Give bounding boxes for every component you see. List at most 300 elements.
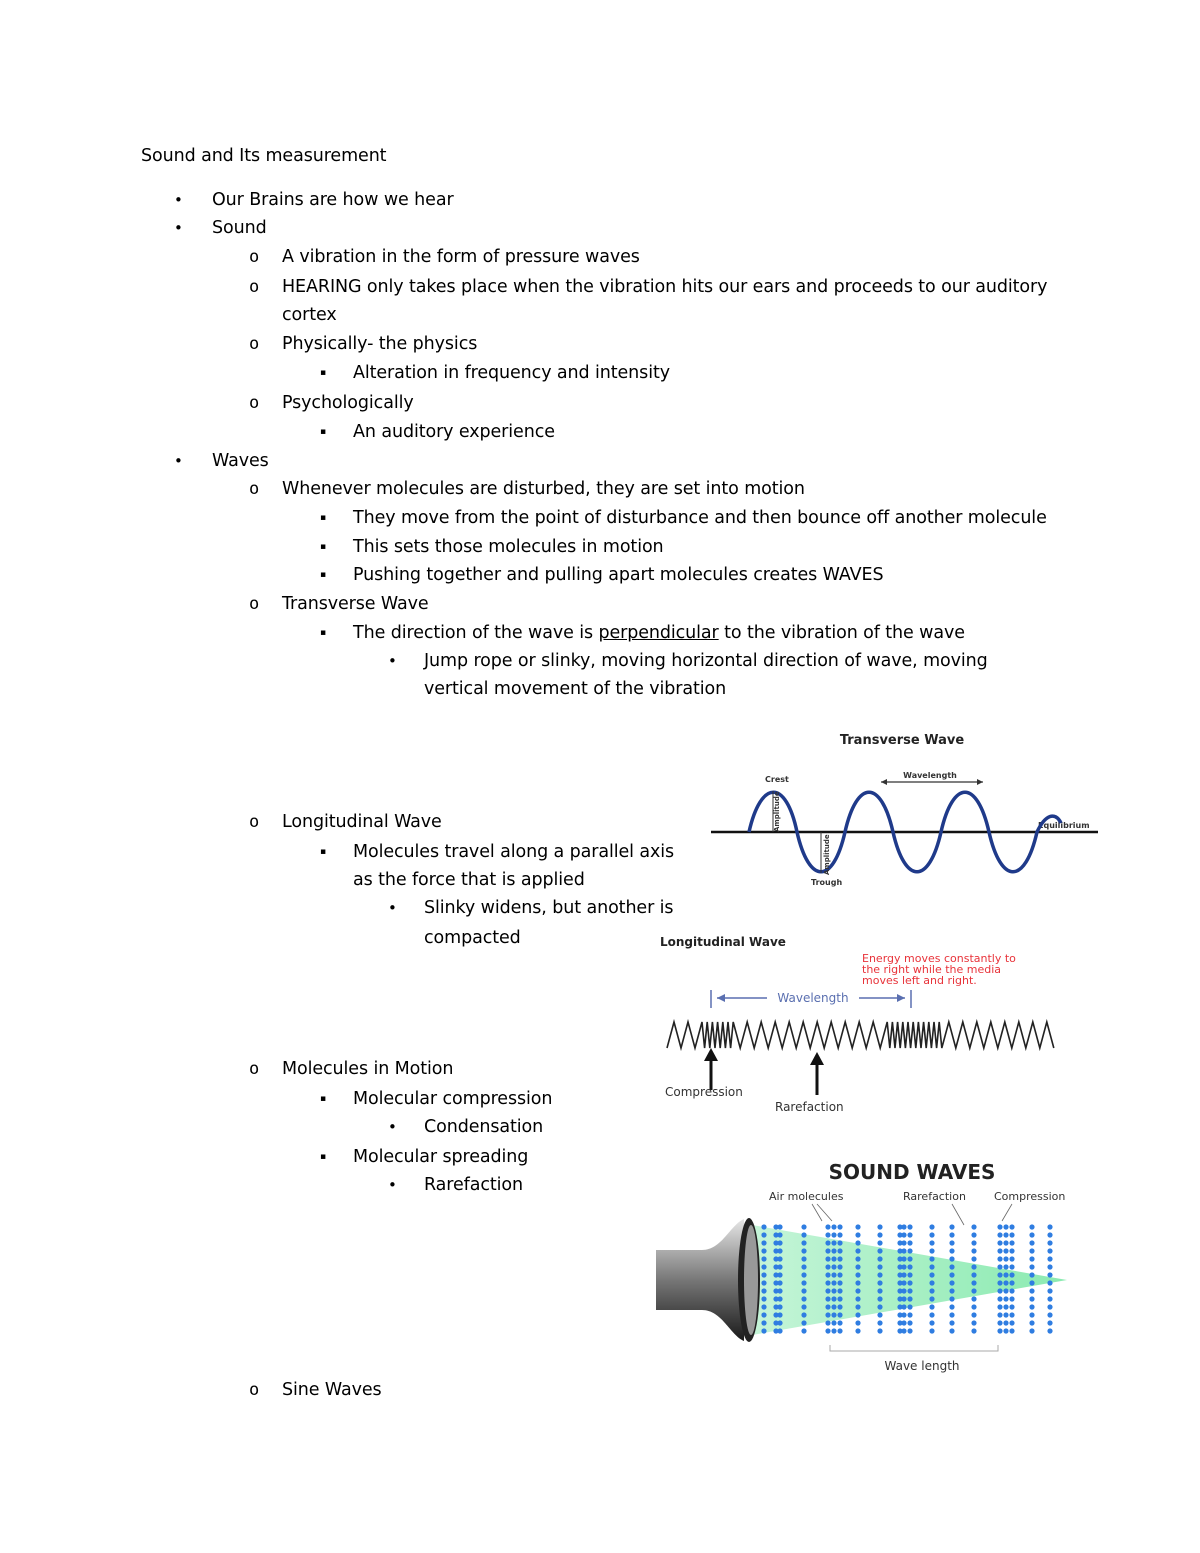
air-molecule-dot bbox=[1009, 1224, 1014, 1229]
air-molecule-dot bbox=[777, 1256, 782, 1261]
air-molecule-dot bbox=[801, 1264, 806, 1269]
list-item: Alteration in frequency and intensity bbox=[353, 363, 670, 383]
compression-label: Compression bbox=[665, 1085, 743, 1099]
air-molecule-dot bbox=[777, 1232, 782, 1237]
air-molecule-dot bbox=[855, 1224, 860, 1229]
leader-line bbox=[952, 1204, 964, 1225]
crest-label: Crest bbox=[765, 775, 789, 784]
text-segment: The direction of the wave is bbox=[353, 623, 599, 643]
air-molecule-dot bbox=[761, 1320, 766, 1325]
air-molecule-dot bbox=[777, 1296, 782, 1301]
air-molecule-dot bbox=[837, 1320, 842, 1325]
air-molecule-dot bbox=[877, 1248, 882, 1253]
bullet: o bbox=[249, 277, 260, 297]
air-molecule-dot bbox=[949, 1224, 954, 1229]
air-molecule-dot bbox=[837, 1328, 842, 1333]
air-molecule-dot bbox=[1047, 1272, 1052, 1277]
air-molecule-dot bbox=[877, 1264, 882, 1269]
figure-title: Transverse Wave bbox=[839, 733, 965, 748]
bullet: • bbox=[388, 652, 397, 670]
bullet: o bbox=[249, 479, 260, 499]
air-molecule-dot bbox=[1047, 1312, 1052, 1317]
air-molecule-dot bbox=[801, 1240, 806, 1245]
air-molecule-dot bbox=[831, 1320, 836, 1325]
air-molecule-dot bbox=[997, 1248, 1002, 1253]
air-molecule-dot bbox=[777, 1304, 782, 1309]
air-molecule-dot bbox=[1003, 1224, 1008, 1229]
underlined-term: perpendicular bbox=[598, 623, 719, 643]
air-molecule-dot bbox=[901, 1296, 906, 1301]
air-molecule-dot bbox=[901, 1264, 906, 1269]
air-molecule-dot bbox=[825, 1296, 830, 1301]
list-item: Slinky widens, but another is bbox=[424, 898, 674, 918]
air-molecule-dot bbox=[929, 1240, 934, 1245]
air-molecule-dot bbox=[761, 1312, 766, 1317]
air-molecule-dot bbox=[877, 1272, 882, 1277]
arrow-head-left bbox=[717, 994, 725, 1002]
air-molecule-dot bbox=[971, 1232, 976, 1237]
air-molecule-dot bbox=[901, 1288, 906, 1293]
air-molecule-dot bbox=[1029, 1272, 1034, 1277]
air-molecule-dot bbox=[997, 1296, 1002, 1301]
air-molecule-dot bbox=[1009, 1320, 1014, 1325]
arrow-head-right bbox=[897, 994, 905, 1002]
air-molecule-dot bbox=[1009, 1312, 1014, 1317]
air-molecule-dot bbox=[949, 1272, 954, 1277]
air-molecule-dot bbox=[907, 1320, 912, 1325]
air-molecule-dot bbox=[1003, 1248, 1008, 1253]
bullet: ▪ bbox=[320, 1152, 327, 1162]
air-molecule-dot bbox=[1003, 1232, 1008, 1237]
air-molecule-dot bbox=[801, 1304, 806, 1309]
air-molecule-dot bbox=[825, 1288, 830, 1293]
air-molecule-dot bbox=[1009, 1240, 1014, 1245]
air-molecule-dot bbox=[877, 1304, 882, 1309]
bullet: • bbox=[174, 452, 183, 470]
air-molecule-dot bbox=[837, 1280, 842, 1285]
air-molecule-dot bbox=[971, 1240, 976, 1245]
air-molecule-dot bbox=[1003, 1272, 1008, 1277]
air-molecule-dot bbox=[825, 1320, 830, 1325]
air-molecule-dot bbox=[1003, 1264, 1008, 1269]
air-molecule-dot bbox=[825, 1248, 830, 1253]
air-molecule-dot bbox=[1003, 1328, 1008, 1333]
air-molecule-dot bbox=[837, 1296, 842, 1301]
air-molecule-dot bbox=[929, 1280, 934, 1285]
air-molecule-dot bbox=[761, 1272, 766, 1277]
air-molecule-dot bbox=[949, 1312, 954, 1317]
air-molecule-dot bbox=[837, 1312, 842, 1317]
air-molecule-dot bbox=[1029, 1312, 1034, 1317]
list-item: Molecular compression bbox=[353, 1089, 553, 1109]
air-molecule-dot bbox=[907, 1224, 912, 1229]
air-molecule-dot bbox=[777, 1288, 782, 1293]
list-item: Our Brains are how we hear bbox=[212, 190, 454, 210]
air-molecule-dot bbox=[949, 1256, 954, 1261]
bullet: o bbox=[249, 247, 260, 267]
air-molecule-dot bbox=[837, 1224, 842, 1229]
list-item: Longitudinal Wave bbox=[282, 812, 442, 832]
air-molecule-dot bbox=[855, 1312, 860, 1317]
air-molecule-dot bbox=[1047, 1248, 1052, 1253]
air-molecule-dot bbox=[1029, 1224, 1034, 1229]
air-molecule-dot bbox=[901, 1272, 906, 1277]
air-molecule-dot bbox=[825, 1280, 830, 1285]
air-molecule-dot bbox=[907, 1232, 912, 1237]
air-molecule-dot bbox=[1047, 1256, 1052, 1261]
air-molecule-dot bbox=[777, 1312, 782, 1317]
bullet: o bbox=[249, 393, 260, 413]
bullet: o bbox=[249, 812, 260, 832]
air-molecule-dot bbox=[901, 1280, 906, 1285]
air-molecule-dot bbox=[877, 1224, 882, 1229]
air-molecule-dot bbox=[825, 1256, 830, 1261]
list-item: Whenever molecules are disturbed, they are set into motion bbox=[282, 479, 805, 499]
longitudinal-wave-figure bbox=[655, 930, 1065, 1120]
air-molecule-dot bbox=[801, 1296, 806, 1301]
leader-line bbox=[817, 1204, 832, 1221]
air-molecule-dot bbox=[825, 1264, 830, 1269]
air-molecule-dot bbox=[1047, 1328, 1052, 1333]
air-molecule-dot bbox=[971, 1320, 976, 1325]
air-molecule-dot bbox=[929, 1264, 934, 1269]
air-molecule-dot bbox=[831, 1248, 836, 1253]
list-item: Rarefaction bbox=[424, 1175, 524, 1195]
list-item: Sine Waves bbox=[282, 1380, 382, 1400]
arrow-head bbox=[810, 1052, 824, 1065]
air-molecule-dot bbox=[1009, 1272, 1014, 1277]
bullet: o bbox=[249, 1380, 260, 1400]
air-molecule-dot bbox=[1047, 1224, 1052, 1229]
energy-note-line: moves left and right. bbox=[862, 974, 977, 987]
air-molecule-dot bbox=[1009, 1256, 1014, 1261]
air-molecule-dot bbox=[855, 1328, 860, 1333]
list-item-continuation: vertical movement of the vibration bbox=[424, 679, 727, 699]
air-molecule-dot bbox=[1003, 1280, 1008, 1285]
air-molecule-dot bbox=[901, 1240, 906, 1245]
wavelength-label: Wavelength bbox=[777, 991, 849, 1005]
air-molecule-dot bbox=[801, 1328, 806, 1333]
air-molecule-dot bbox=[877, 1280, 882, 1285]
air-molecule-dot bbox=[997, 1272, 1002, 1277]
list-item-continuation: compacted bbox=[424, 928, 521, 948]
arrow-head-left bbox=[881, 779, 887, 785]
air-molecule-dot bbox=[1009, 1288, 1014, 1293]
air-molecule-dot bbox=[997, 1312, 1002, 1317]
speaker-diaphragm bbox=[744, 1225, 758, 1335]
air-molecule-dot bbox=[761, 1248, 766, 1253]
amplitude-label: Amplitude bbox=[773, 791, 781, 832]
air-molecule-dot bbox=[971, 1312, 976, 1317]
air-molecule-dot bbox=[997, 1280, 1002, 1285]
air-molecule-dot bbox=[997, 1328, 1002, 1333]
air-molecule-dot bbox=[1029, 1256, 1034, 1261]
air-molecule-dot bbox=[831, 1224, 836, 1229]
air-molecule-dot bbox=[907, 1264, 912, 1269]
air-molecule-dot bbox=[1003, 1240, 1008, 1245]
bullet: • bbox=[174, 191, 183, 209]
air-molecule-dot bbox=[901, 1328, 906, 1333]
list-item: Condensation bbox=[424, 1117, 544, 1137]
air-molecule-dot bbox=[831, 1240, 836, 1245]
list-item: Jump rope or slinky, moving horizontal direction of wave, moving bbox=[424, 651, 988, 671]
air-molecule-dot bbox=[801, 1232, 806, 1237]
air-molecule-dot bbox=[997, 1264, 1002, 1269]
air-molecule-dot bbox=[855, 1288, 860, 1293]
air-molecule-dot bbox=[877, 1328, 882, 1333]
air-molecule-dot bbox=[907, 1312, 912, 1317]
energy-note-line: the right while the media bbox=[862, 963, 1002, 976]
air-molecule-dot bbox=[877, 1288, 882, 1293]
air-molecule-dot bbox=[761, 1296, 766, 1301]
air-molecule-dot bbox=[831, 1272, 836, 1277]
air-molecule-dot bbox=[1047, 1240, 1052, 1245]
air-molecule-dot bbox=[877, 1320, 882, 1325]
air-molecule-dot bbox=[1003, 1312, 1008, 1317]
air-molecule-dot bbox=[877, 1232, 882, 1237]
air-molecule-dot bbox=[825, 1240, 830, 1245]
bullet: ▪ bbox=[320, 513, 327, 523]
list-item: This sets those molecules in motion bbox=[353, 537, 664, 557]
air-molecule-dot bbox=[855, 1232, 860, 1237]
air-molecule-dot bbox=[997, 1256, 1002, 1261]
air-molecule-dot bbox=[761, 1240, 766, 1245]
air-molecule-dot bbox=[901, 1320, 906, 1325]
air-molecule-dot bbox=[949, 1248, 954, 1253]
air-molecule-dot bbox=[929, 1328, 934, 1333]
air-molecule-dot bbox=[971, 1304, 976, 1309]
air-molecule-dot bbox=[831, 1312, 836, 1317]
air-molecule-dot bbox=[929, 1272, 934, 1277]
air-molecule-dot bbox=[855, 1264, 860, 1269]
bullet: o bbox=[249, 334, 260, 354]
air-molecule-dot bbox=[1009, 1280, 1014, 1285]
air-molecule-dot bbox=[761, 1232, 766, 1237]
air-molecule-dot bbox=[997, 1240, 1002, 1245]
wavelength-label: Wavelength bbox=[903, 771, 957, 780]
air-molecule-dot bbox=[1003, 1288, 1008, 1293]
air-molecule-dot bbox=[777, 1272, 782, 1277]
bullet: ▪ bbox=[320, 847, 327, 857]
air-molecule-dot bbox=[777, 1224, 782, 1229]
air-molecule-dot bbox=[971, 1272, 976, 1277]
air-molecule-dot bbox=[801, 1224, 806, 1229]
air-molecule-dot bbox=[837, 1240, 842, 1245]
air-molecule-dot bbox=[1029, 1328, 1034, 1333]
air-molecule-dot bbox=[929, 1304, 934, 1309]
air-molecule-dot bbox=[971, 1280, 976, 1285]
air-molecule-dot bbox=[929, 1296, 934, 1301]
air-molecule-dot bbox=[761, 1328, 766, 1333]
air-molecule-dot bbox=[777, 1320, 782, 1325]
air-molecule-dot bbox=[1003, 1320, 1008, 1325]
figure-title: Longitudinal Wave bbox=[660, 935, 786, 949]
air-molecule-dot bbox=[1003, 1256, 1008, 1261]
amplitude-label: Amplitude bbox=[823, 834, 831, 875]
air-molecule-dot bbox=[1047, 1296, 1052, 1301]
air-molecule-dot bbox=[1009, 1232, 1014, 1237]
air-molecule-dot bbox=[831, 1328, 836, 1333]
air-molecule-dot bbox=[877, 1296, 882, 1301]
air-molecule-dot bbox=[825, 1224, 830, 1229]
list-item: Physically- the physics bbox=[282, 334, 478, 354]
air-molecule-dot bbox=[949, 1240, 954, 1245]
air-molecule-dot bbox=[929, 1248, 934, 1253]
list-item: Molecules travel along a parallel axis bbox=[353, 842, 675, 862]
air-molecule-dot bbox=[825, 1312, 830, 1317]
speaker-horn bbox=[656, 1219, 744, 1341]
air-molecule-dot bbox=[929, 1320, 934, 1325]
air-molecule-dot bbox=[949, 1232, 954, 1237]
bullet: ▪ bbox=[320, 542, 327, 552]
air-molecule-dot bbox=[1029, 1232, 1034, 1237]
air-molecule-dot bbox=[907, 1296, 912, 1301]
air-molecule-dot bbox=[971, 1288, 976, 1293]
air-molecule-dot bbox=[877, 1240, 882, 1245]
air-molecule-dot bbox=[901, 1248, 906, 1253]
air-molecule-dot bbox=[761, 1304, 766, 1309]
bullet: • bbox=[174, 219, 183, 237]
air-molecule-dot bbox=[901, 1312, 906, 1317]
bullet: ▪ bbox=[320, 427, 327, 437]
air-molecule-dot bbox=[907, 1280, 912, 1285]
air-molecule-dot bbox=[1009, 1296, 1014, 1301]
air-molecule-dot bbox=[837, 1288, 842, 1293]
air-molecule-dot bbox=[1009, 1328, 1014, 1333]
list-item: They move from the point of disturbance and then bounce off another molecule bbox=[353, 508, 1047, 528]
list-item: Pushing together and pulling apart molecules creates WAVES bbox=[353, 565, 884, 585]
air-molecule-dot bbox=[801, 1272, 806, 1277]
air-molecule-dot bbox=[825, 1304, 830, 1309]
sound-waves-figure bbox=[652, 1155, 1082, 1375]
air-molecule-dot bbox=[971, 1256, 976, 1261]
air-molecule-dot bbox=[907, 1288, 912, 1293]
air-molecule-dot bbox=[855, 1320, 860, 1325]
air-molecule-dot bbox=[777, 1240, 782, 1245]
air-molecule-dot bbox=[1047, 1320, 1052, 1325]
air-molecule-dot bbox=[761, 1288, 766, 1293]
air-molecule-dot bbox=[855, 1248, 860, 1253]
air-molecule-dot bbox=[1029, 1248, 1034, 1253]
air-molecule-dot bbox=[1029, 1240, 1034, 1245]
air-molecule-dot bbox=[761, 1264, 766, 1269]
air-molecule-dot bbox=[949, 1296, 954, 1301]
air-molecule-dot bbox=[831, 1304, 836, 1309]
air-molecule-dot bbox=[1047, 1232, 1052, 1237]
air-molecule-dot bbox=[1029, 1304, 1034, 1309]
air-molecule-dot bbox=[801, 1256, 806, 1261]
air-molecule-dot bbox=[831, 1256, 836, 1261]
air-molecule-dot bbox=[907, 1240, 912, 1245]
air-molecule-dot bbox=[907, 1256, 912, 1261]
rarefaction-label: Rarefaction bbox=[903, 1190, 966, 1203]
air-molecule-dot bbox=[801, 1312, 806, 1317]
air-molecule-dot bbox=[997, 1232, 1002, 1237]
wave-length-label: Wave length bbox=[884, 1359, 960, 1373]
air-molecule-dot bbox=[949, 1328, 954, 1333]
air-molecule-dot bbox=[929, 1288, 934, 1293]
list-item: Sound bbox=[212, 218, 267, 238]
air-molecule-dot bbox=[1047, 1264, 1052, 1269]
list-item: An auditory experience bbox=[353, 422, 555, 442]
air-molecule-dot bbox=[1009, 1264, 1014, 1269]
air-molecule-dot bbox=[997, 1224, 1002, 1229]
air-molecule-dot bbox=[971, 1328, 976, 1333]
air-molecule-dot bbox=[907, 1248, 912, 1253]
air-molecule-dot bbox=[1047, 1304, 1052, 1309]
air-molecule-dot bbox=[929, 1256, 934, 1261]
air-molecule-dot bbox=[1029, 1320, 1034, 1325]
air-molecule-dot bbox=[929, 1224, 934, 1229]
air-molecule-dot bbox=[825, 1272, 830, 1277]
air-molecule-dot bbox=[761, 1224, 766, 1229]
air-molecule-dot bbox=[1003, 1304, 1008, 1309]
air-molecule-dot bbox=[777, 1248, 782, 1253]
bullet: ▪ bbox=[320, 1094, 327, 1104]
bullet: • bbox=[388, 1118, 397, 1136]
air-molecule-dot bbox=[855, 1280, 860, 1285]
air-molecule-dot bbox=[1047, 1280, 1052, 1285]
trough-label: Trough bbox=[811, 878, 843, 887]
air-molecule-dot bbox=[801, 1280, 806, 1285]
air-molecule-dot bbox=[831, 1264, 836, 1269]
leader-line bbox=[1002, 1204, 1012, 1221]
air-molecule-dot bbox=[971, 1264, 976, 1269]
air-molecule-dot bbox=[949, 1288, 954, 1293]
bullet: ▪ bbox=[320, 368, 327, 378]
air-molecule-dot bbox=[761, 1256, 766, 1261]
air-molecule-dot bbox=[1029, 1264, 1034, 1269]
bullet: ▪ bbox=[320, 570, 327, 580]
list-item: Psychologically bbox=[282, 393, 414, 413]
slinky-coil bbox=[667, 1022, 1054, 1048]
bullet: ▪ bbox=[320, 628, 327, 638]
page-title: Sound and Its measurement bbox=[141, 146, 387, 166]
energy-note-line: Energy moves constantly to bbox=[862, 952, 1016, 965]
air-molecule-dot bbox=[901, 1304, 906, 1309]
air-molecule-dot bbox=[777, 1328, 782, 1333]
compression-label: Compression bbox=[994, 1190, 1066, 1203]
air-molecule-dot bbox=[801, 1288, 806, 1293]
air-molecule-dot bbox=[997, 1304, 1002, 1309]
equilibrium-label: Equilibrium bbox=[1038, 821, 1090, 830]
air-molecule-dot bbox=[907, 1272, 912, 1277]
air-molecule-dot bbox=[831, 1280, 836, 1285]
air-molecule-dot bbox=[837, 1304, 842, 1309]
air-molecule-dot bbox=[1029, 1288, 1034, 1293]
air-molecule-dot bbox=[971, 1248, 976, 1253]
air-molecule-dot bbox=[949, 1320, 954, 1325]
air-molecule-dot bbox=[831, 1288, 836, 1293]
text-segment: to the vibration of the wave bbox=[718, 623, 965, 643]
list-item: Molecular spreading bbox=[353, 1147, 529, 1167]
air-molecule-dot bbox=[777, 1280, 782, 1285]
list-item: Molecules in Motion bbox=[282, 1059, 454, 1079]
air-molecule-dot bbox=[855, 1256, 860, 1261]
air-molecule-dot bbox=[761, 1280, 766, 1285]
bullet: • bbox=[388, 1176, 397, 1194]
rarefaction-label: Rarefaction bbox=[775, 1100, 844, 1114]
air-molecule-dot bbox=[1009, 1304, 1014, 1309]
air-molecule-dot bbox=[997, 1288, 1002, 1293]
air-molecule-dot bbox=[855, 1304, 860, 1309]
air-molecule-dot bbox=[855, 1240, 860, 1245]
air-molecule-dot bbox=[929, 1312, 934, 1317]
air-molecule-dot bbox=[825, 1232, 830, 1237]
list-item: A vibration in the form of pressure waves bbox=[282, 247, 640, 267]
bullet: o bbox=[249, 1059, 260, 1079]
arrow-head bbox=[704, 1048, 718, 1061]
